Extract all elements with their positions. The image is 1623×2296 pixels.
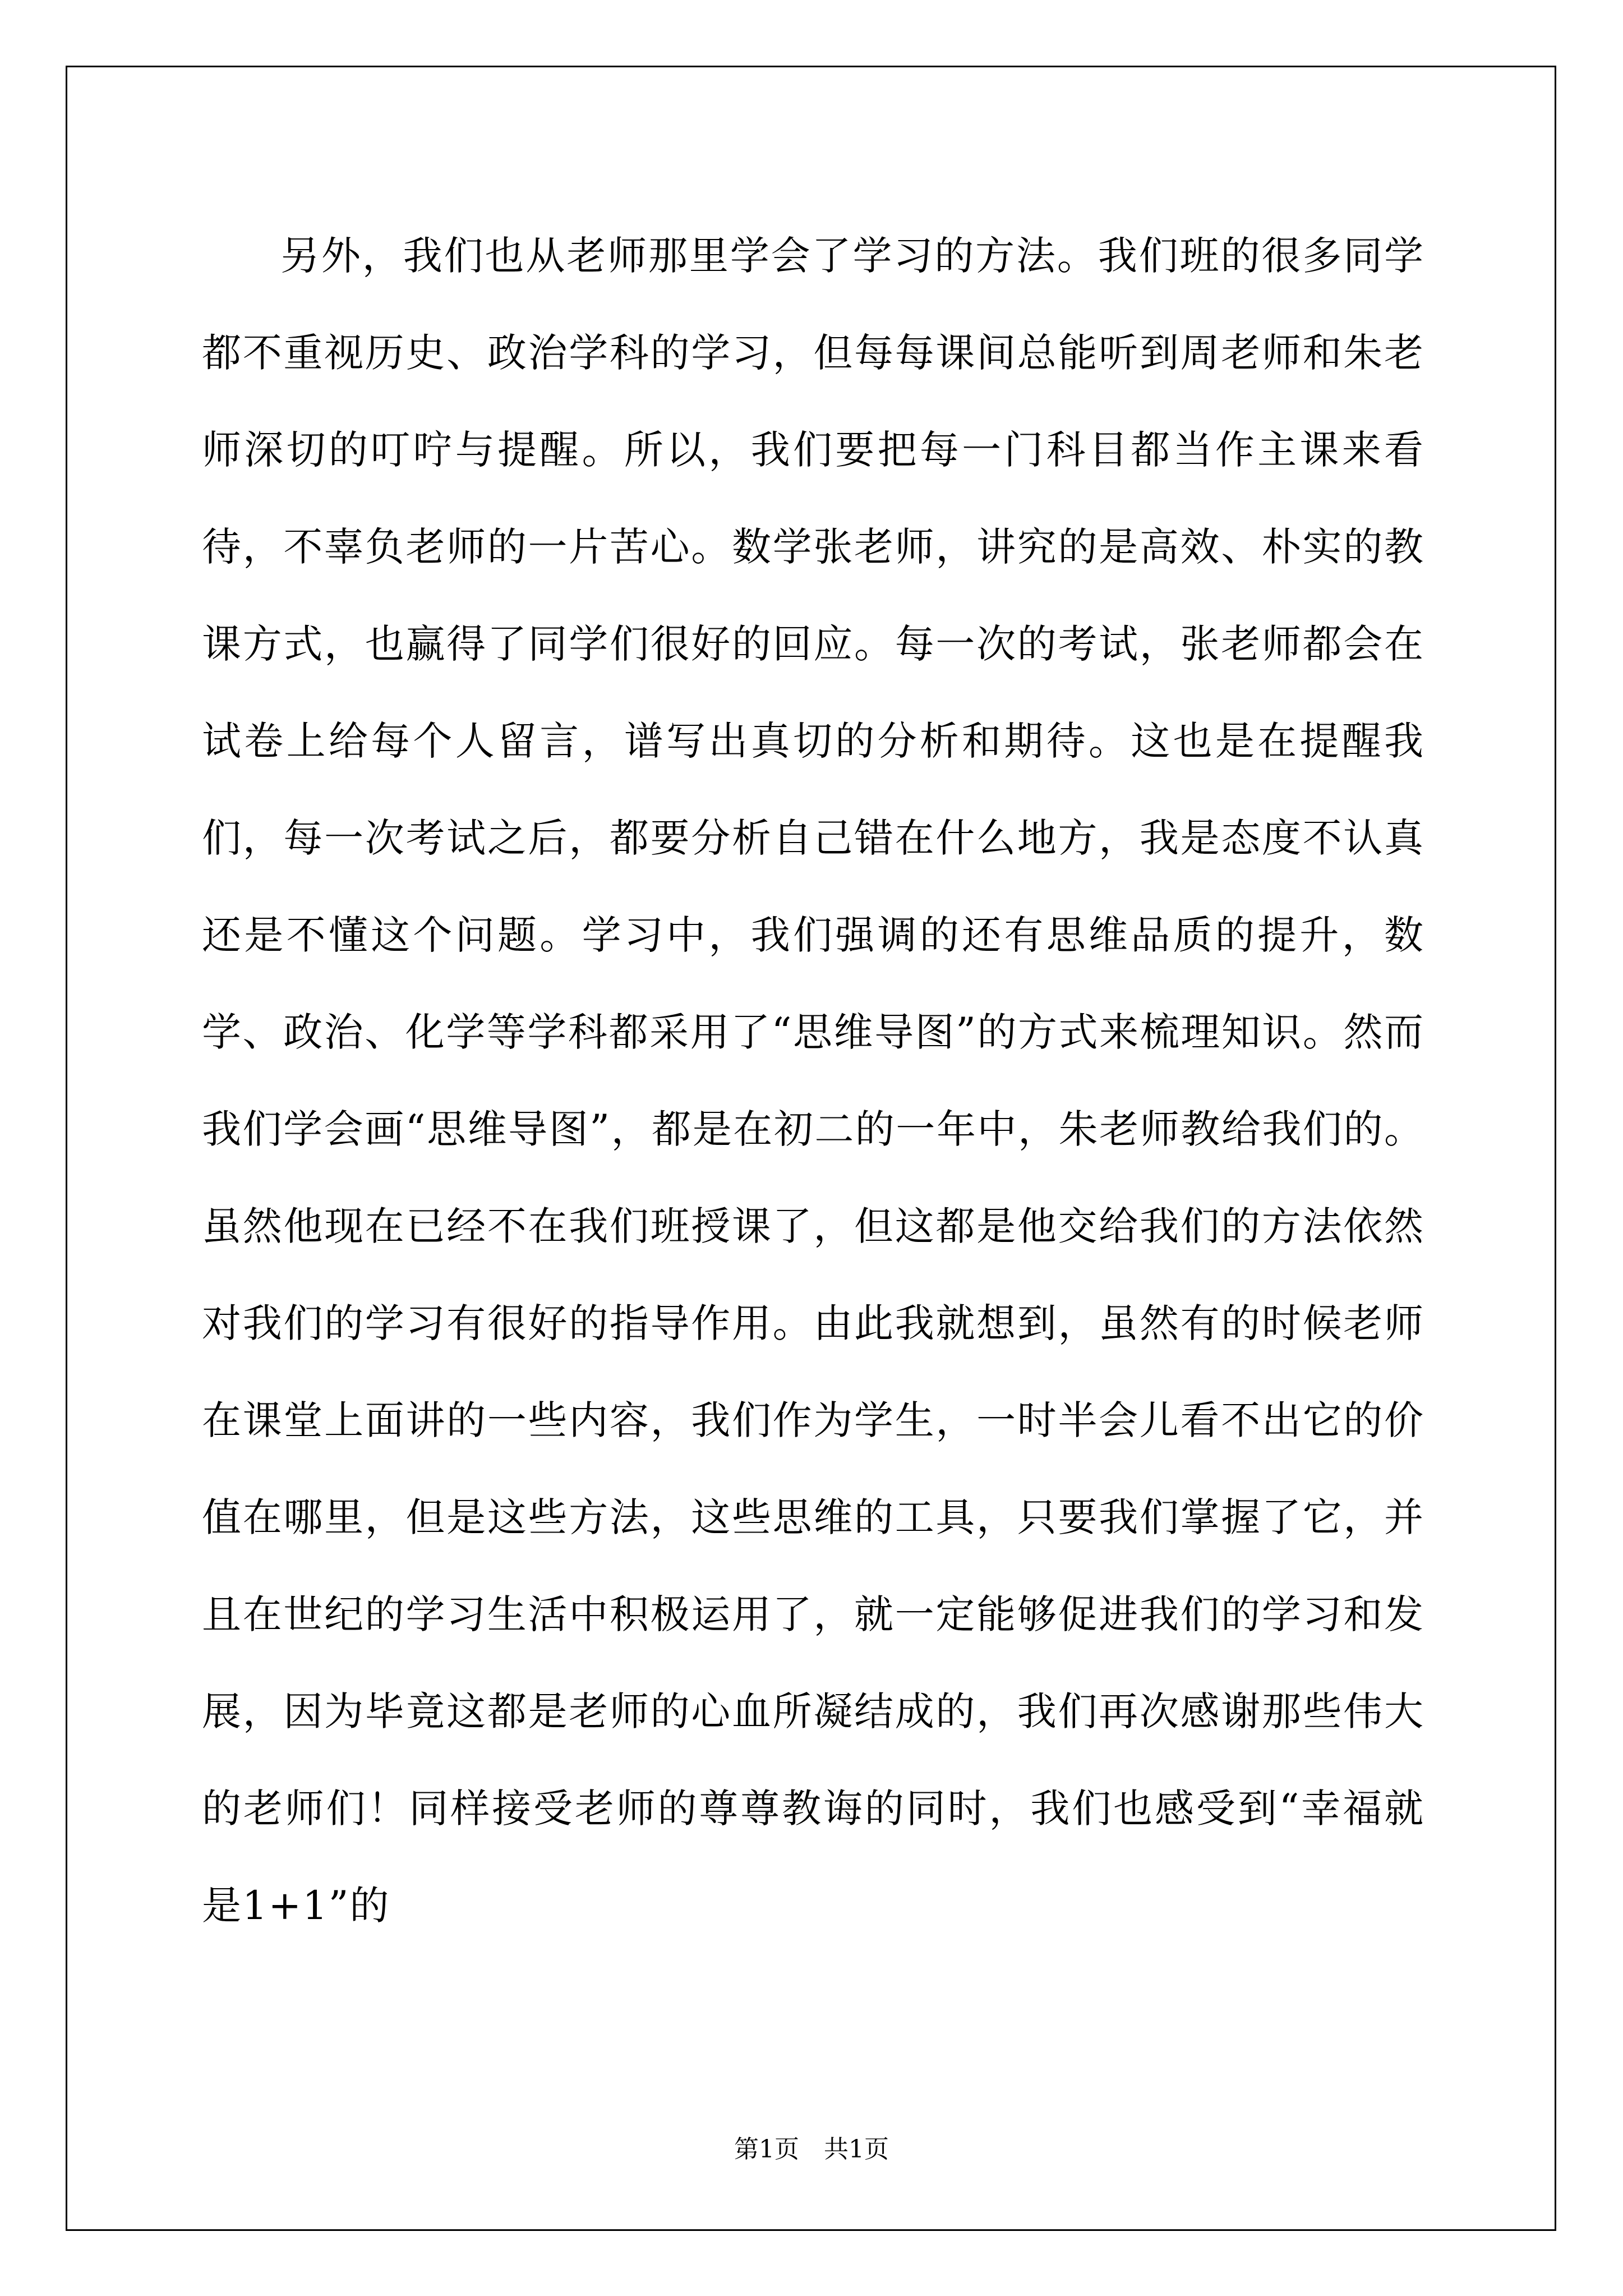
- body-paragraph: 另外，我们也从老师那里学会了学习的方法。我们班的很多同学都不重视历史、政治学科的学习，但每每课间总能听到周老师和朱老师深切的叮咛与提醒。所以，我们要把每一门科目都当作主课来看待，不辜负老师的一片苦心。数学张老师，讲究的是高效、朴实的教课方式，也赢得了同学们很好的回应。每一次的考试，张老师都会在试卷上给每个人留言，谱写出真切的分析和期待。这也是在提醒我们，每一次考试之后，都要分析自己错在什么地方，我是态度不认真还是不懂这个问题。学习中，我们强调的还有思维品质的提升，数学、政治、化学等学科都采用了“思维导图”的方式来梳理知识。然而我们学会画“思维导图”，都是在初二的一年中，朱老师教给我们的。虽然他现在已经不在我们班授课了，但这都是他交给我们的方法依然对我们的学习有很好的指导作用。由此我就想到，虽然有的时候老师在课堂上面讲的一些内容，我们作为学生，一时半会儿看不出它的价值在哪里，但是这些方法，这些思维的工具，只要我们掌握了它，并且在世纪的学习生活中积极运用了，就一定能够促进我们的学习和发展，因为毕竟这都是老师的心血所凝结成的，我们再次感谢那些伟大的老师们！同样接受老师的尊尊教诲的同时，我们也感受到“幸福就是1+1”的: [202, 233, 1424, 1929]
- page-footer: 第1页 共1页: [734, 2135, 889, 2164]
